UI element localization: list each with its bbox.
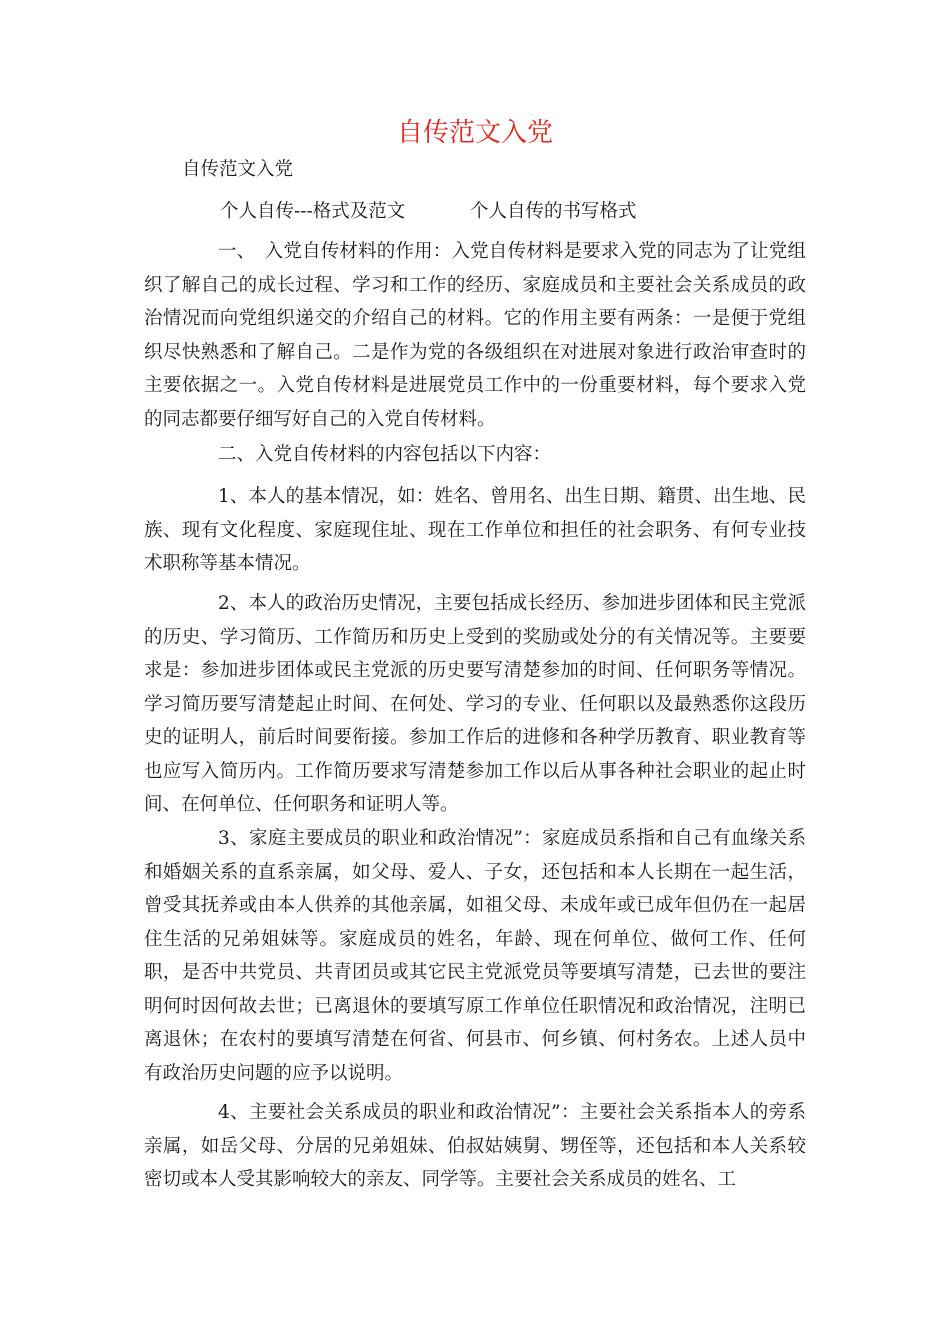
heading-right: 个人自传的书写格式 [470,201,637,222]
paragraph: 4、主要社会关系成员的职业和政治情况”：主要社会关系指本人的旁系亲属，如岳父母、分居的兄弟姐妹、伯叔姑姨舅、甥侄等，还包括和本人关系较密切或本人受其影响较大的亲友、同学等。主要社会关系成员的姓名、工 [144,1102,806,1190]
paragraph: 一、 入党自传材料的作用：入党自传材料是要求入党的同志为了让党组织了解自己的成长过程、学习和工作的经历、家庭成员和主要社会关系成员的政治情况而向党组织递交的介绍自己的材料。它的作用主要有两条：一是便于党组织尽快熟悉和了解自己。二是作为党的各级组织在对进展对象进行政治审查时的主要依据之一。入党自传材料是进展党员工作中的一份重要材料，每个要求入党的同志都要仔细写好自己的入党自传材料。 [144,241,806,430]
document-subtitle: 自传范文入党 [182,159,294,180]
paragraph: 2、本人的政治历史情况，主要包括成长经历、参加进步团体和民主党派的历史、学习简历、工作简历和历史上受到的奖励或处分的有关情况等。主要要求是：参加进步团体或民主党派的历史要写清楚参加的时间、任何职务等情况。学习简历要写清楚起止时间、在何处、学习的专业、任何职以及最熟悉你这段历史的证明人，前后时间要衔接。参加工作后的进修和各种学历教育、职业教育等也应写入简历内。工作简历要求写清楚参加工作以后从事各种社会职业的起止时间、在何单位、任何职务和证明人等。 [144,593,806,815]
paragraph: 1、本人的基本情况，如：姓名、曾用名、出生日期、籍贯、出生地、民族、现有文化程度、家庭现住址、现在工作单位和担任的社会职务、有何专业技术职称等基本情况。 [144,486,806,574]
document-title: 自传范文入党 [396,118,553,148]
paragraph: 二、入党自传材料的内容包括以下内容： [218,444,552,465]
heading-left: 个人自传---格式及范文 [220,201,406,222]
paragraph: 3、家庭主要成员的职业和政治情况”：家庭成员系指和自己有血缘关系和婚姻关系的直系亲属，如父母、爱人、子女，还包括和本人长期在一起生活，曾受其抚养或由本人供养的其他亲属，如祖父母、未成年或已成年但仍在一起居住生活的兄弟姐妹等。家庭成员的姓名，年龄、现在何单位、做何工作、任何职，是否中共党员、共青团员或其它民主党派党员等要填写清楚，已去世的要注明何时因何故去世；已离退休的要填写原工作单位任职情况和政治情况，注明已离退休；在农村的要填写清楚在何省、何县市、何乡镇、何村务农。上述人员中有政治历史问题的应予以说明。 [144,828,806,1084]
